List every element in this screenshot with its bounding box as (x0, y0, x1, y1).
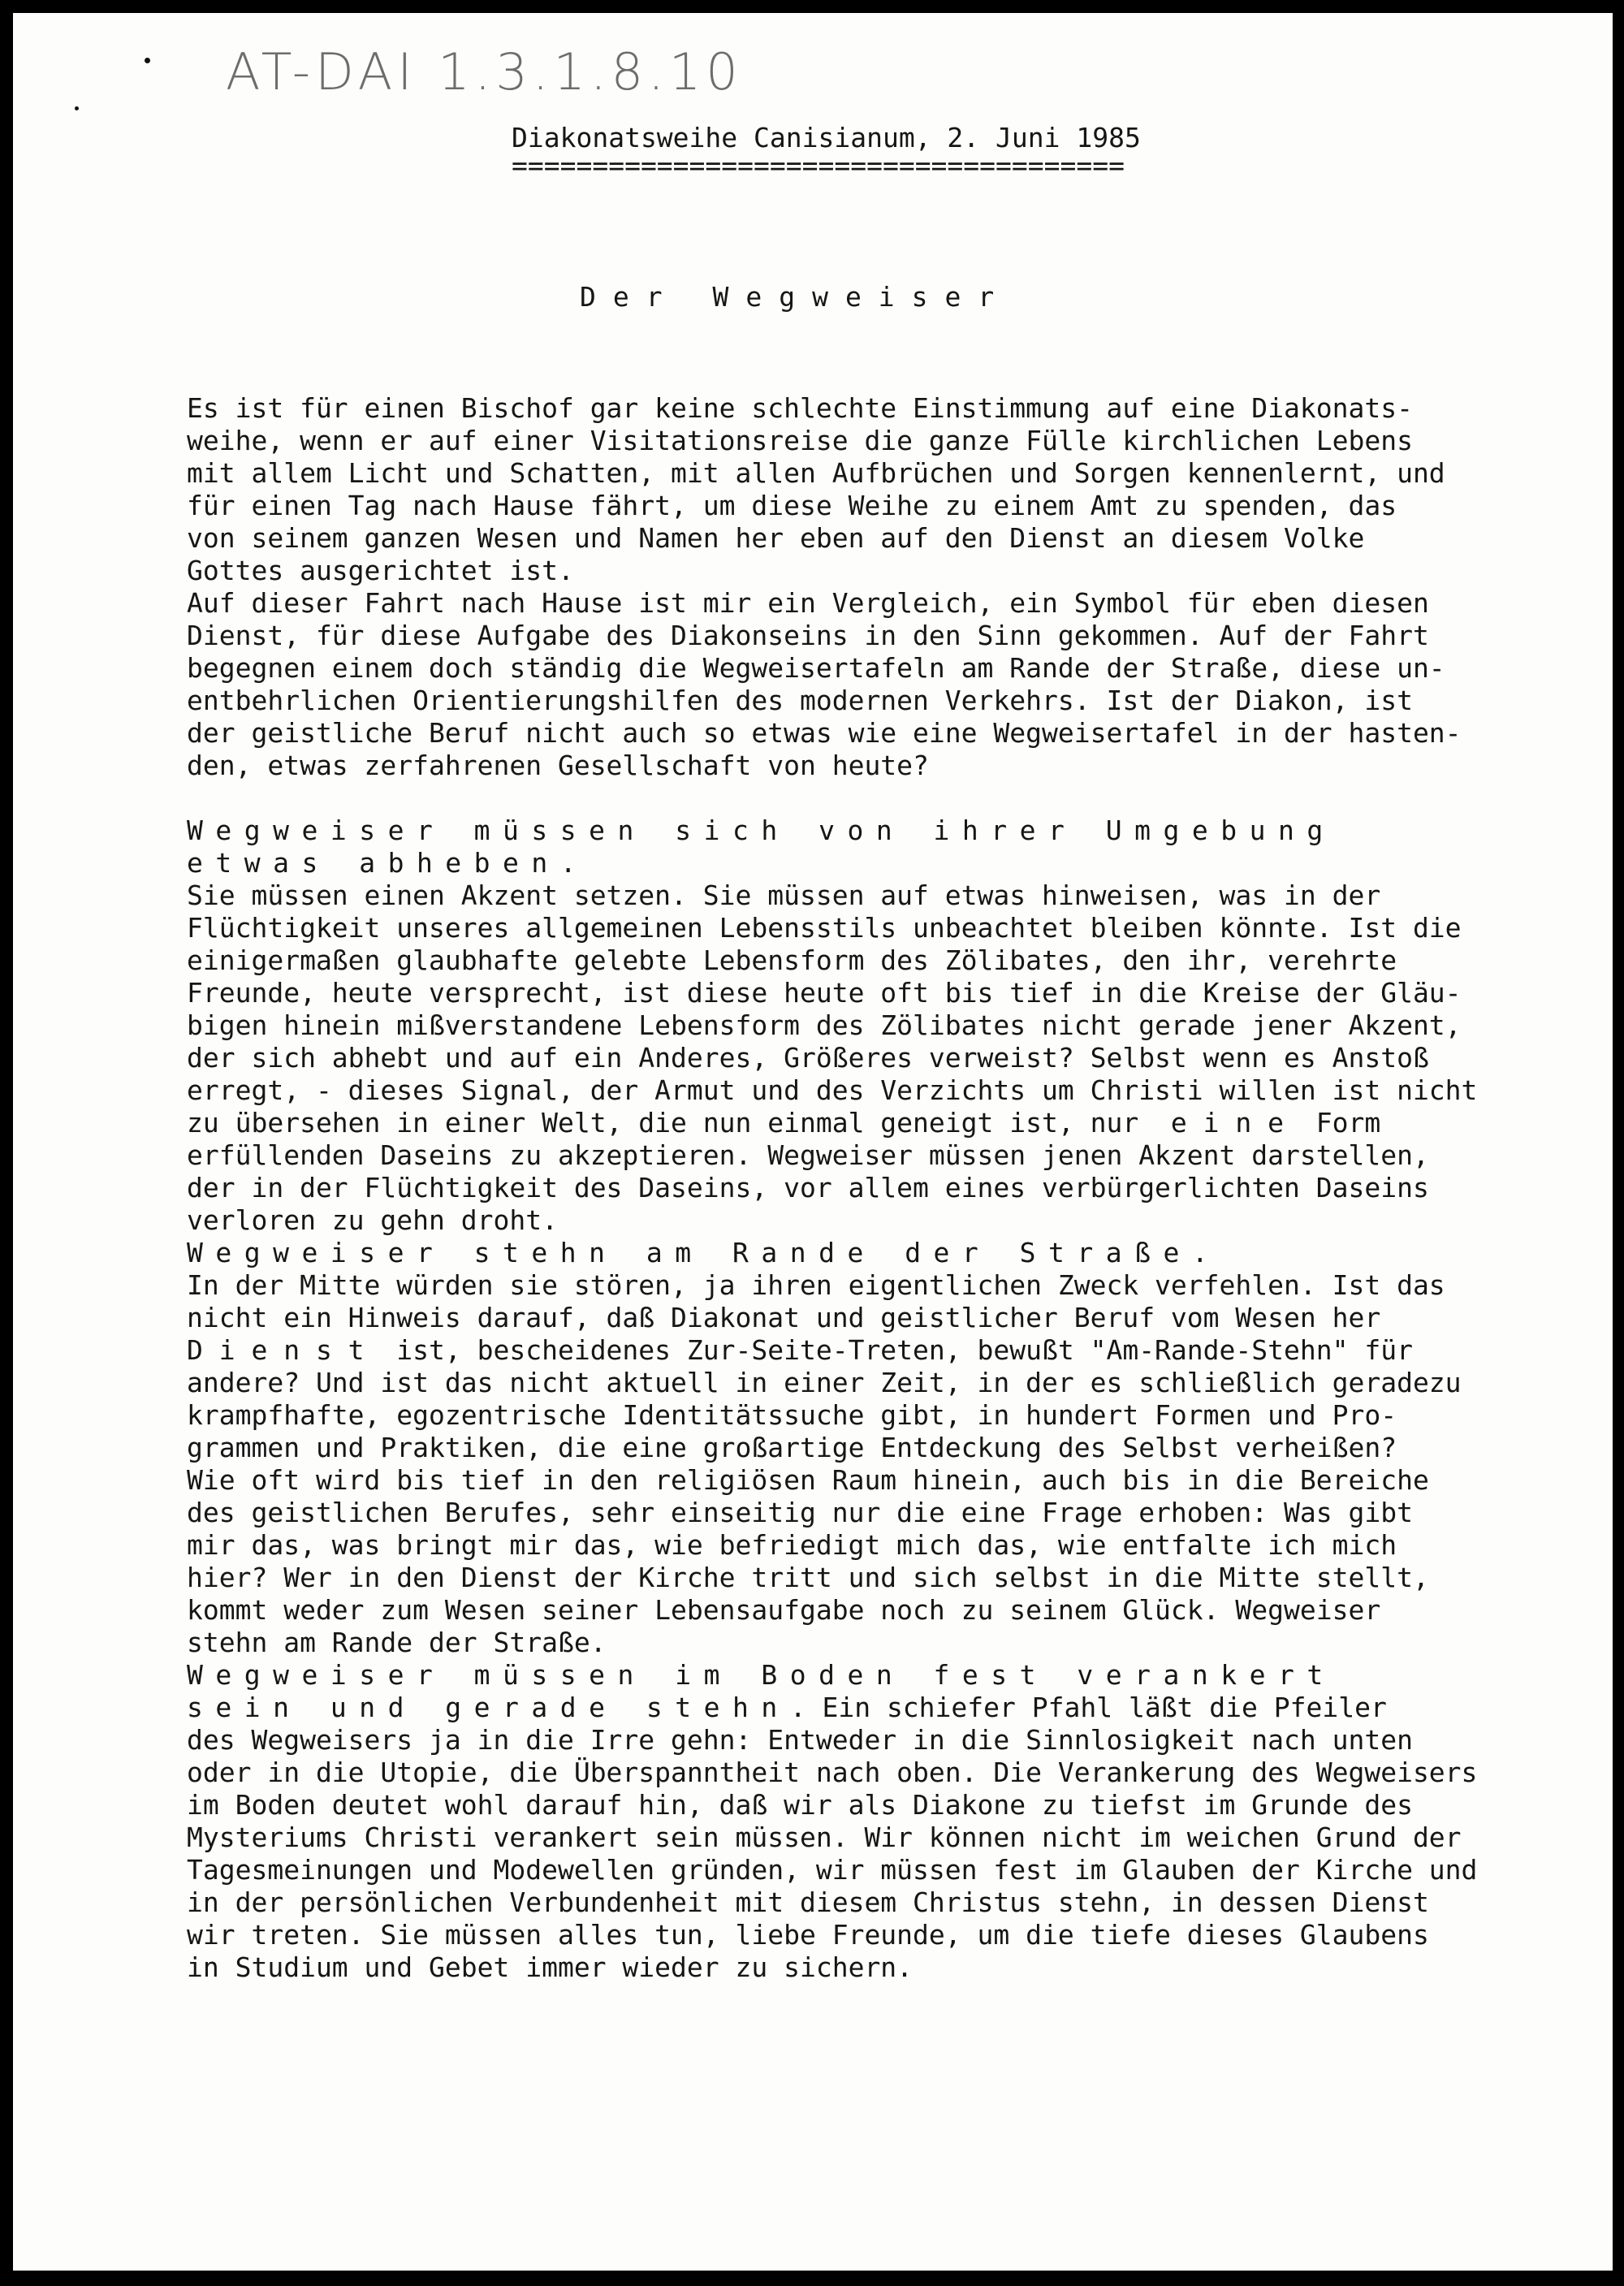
header-underline: ====================================== (512, 149, 1125, 181)
blank-line (187, 782, 1502, 815)
text-line: Auf dieser Fahrt nach Hause ist mir ein Vergleich, ein Symbol für eben diesen (187, 587, 1429, 619)
text-line: weihe, wenn er auf einer Visitationsreise die ganze Fülle kirchlichen Lebens (187, 425, 1413, 456)
text-line: der sich abhebt und auf ein Anderes, Größeres verweist? Selbst wenn es Anstoß (187, 1042, 1429, 1074)
text-line: grammen und Praktiken, die eine großartige Entdeckung des Selbst verheißen? (187, 1432, 1397, 1463)
text-line: mit allem Licht und Schatten, mit allen Aufbrüchen und Sorgen kennenlernt, und (187, 457, 1445, 489)
text-line: erregt, - dieses Signal, der Armut und des Verzichts um Christi willen ist nicht (187, 1074, 1478, 1106)
occasion-header: Diakonatsweihe Canisianum, 2. Juni 1985 (512, 122, 1141, 153)
text-line: bigen hinein mißverstandene Lebensform des Zölibates nicht gerade jener Akzent, (187, 1009, 1462, 1041)
text-line: mir das, was bringt mir das, wie befriedigt mich das, wie entfalte ich mich (187, 1529, 1397, 1561)
text-line: oder in die Utopie, die Überspanntheit nach oben. Die Verankerung des Wegweisers (187, 1757, 1478, 1788)
section-heading: Wegweiser müssen im Boden fest verankert (187, 1659, 1336, 1691)
text-line: Gottes ausgerichtet ist. (187, 555, 574, 586)
text-line: in Studium und Gebet immer wieder zu sichern. (187, 1951, 914, 1983)
text-line: für einen Tag nach Hause fährt, um diese Weihe zu einem Amt zu spenden, das (187, 490, 1397, 521)
section-heading: Wegweiser müssen sich von ihrer Umgebung (187, 815, 1336, 846)
text-line: Mysteriums Christi verankert sein müssen. Wir können nicht im weichen Grund der (187, 1821, 1462, 1853)
text-line: wir treten. Sie müssen alles tun, liebe Freunde, um die tiefe dieses Glaubens (187, 1919, 1429, 1951)
text-line: im Boden deutet wohl darauf hin, daß wir als Diakone zu tiefst im Grunde des (187, 1789, 1413, 1821)
document-page (13, 13, 1613, 2271)
text-line: Sie müssen einen Akzent setzen. Sie müssen auf etwas hinweisen, was in der (187, 879, 1381, 911)
ink-dot (145, 58, 150, 63)
text-line: Tagesmeinungen und Modewellen gründen, wir müssen fest im Glauben der Kirche und (187, 1854, 1478, 1886)
section-heading: etwas abheben. (187, 847, 590, 879)
text-line: entbehrlichen Orientierungshilfen des modernen Verkehrs. Ist der Diakon, ist (187, 685, 1413, 716)
text-line: von seinem ganzen Wesen und Namen her eben auf den Dienst an diesem Volke (187, 522, 1365, 554)
text-line: Dienst, für diese Aufgabe des Diakonseins in den Sinn gekommen. Auf der Fahrt (187, 620, 1429, 651)
text-line: zu übersehen in einer Welt, die nun einmal geneigt ist, nur e i n e Form (187, 1107, 1381, 1139)
text-line: andere? Und ist das nicht aktuell in einer Zeit, in der es schließlich geradezu (187, 1367, 1462, 1398)
text-line (187, 1984, 1502, 2016)
text-line: der geistliche Beruf nicht auch so etwas wie eine Wegweisertafel in der hasten- (187, 717, 1462, 749)
ink-dot (75, 106, 79, 110)
text-line: des Wegweisers ja in die Irre gehn: Entweder in die Sinnlosigkeit nach unten (187, 1724, 1413, 1756)
text-line: Wie oft wird bis tief in den religiösen Raum hinein, auch bis in die Bereiche (187, 1464, 1429, 1496)
mixed-line (187, 1692, 1502, 1724)
text-line: verloren zu gehn droht. (187, 1204, 558, 1236)
text-line: Es ist für einen Bischof gar keine schlechte Einstimmung auf eine Diakonats- (187, 392, 1413, 424)
text-line: Flüchtigkeit unseres allgemeinen Lebensstils unbeachtet bleiben könnte. Ist die (187, 912, 1462, 944)
text-line: begegnen einem doch ständig die Wegweisertafeln am Rande der Straße, diese un- (187, 652, 1445, 684)
text-line: in der persönlichen Verbundenheit mit diesem Christus stehn, in dessen Dienst (187, 1886, 1429, 1918)
text-line: hier? Wer in den Dienst der Kirche tritt und sich selbst in die Mitte stellt, (187, 1562, 1429, 1593)
text-line: der in der Flüchtigkeit des Daseins, vor allem eines verbürgerlichten Daseins (187, 1172, 1429, 1203)
document-title: Der Wegweiser (580, 281, 1012, 313)
text-line: stehn am Rande der Straße. (187, 1627, 607, 1658)
section-heading-inline: sein und gerade stehn (187, 1692, 790, 1723)
text-line: des geistlichen Berufes, sehr einseitig nur die eine Frage erhoben: Was gibt (187, 1497, 1413, 1528)
text-inline: . Ein schiefer Pfahl läßt die Pfeiler (789, 1692, 1387, 1723)
text-line: den, etwas zerfahrenen Gesellschaft von heute? (187, 750, 929, 781)
document-body (187, 392, 1502, 2016)
text-line: nicht ein Hinweis darauf, daß Diakonat und geistlicher Beruf vom Wesen her (187, 1302, 1381, 1333)
text-line: krampfhafte, egozentrische Identitätssuche gibt, in hundert Formen und Pro- (187, 1399, 1397, 1431)
text-line: Freunde, heute versprecht, ist diese heute oft bis tief in die Kreise der Gläu- (187, 977, 1462, 1009)
section-heading: Wegweiser stehn am Rande der Straße. (187, 1237, 1221, 1268)
text-line: In der Mitte würden sie stören, ja ihren eigentlichen Zweck verfehlen. Ist das (187, 1269, 1445, 1301)
text-line: D i e n s t ist, bescheidenes Zur-Seite-Treten, bewußt "Am-Rande-Stehn" für (187, 1334, 1413, 1366)
text-line: kommt weder zum Wesen seiner Lebensaufgabe noch zu seinem Glück. Wegweiser (187, 1594, 1381, 1626)
text-line: einigermaßen glaubhafte gelebte Lebensform des Zölibates, den ihr, verehrte (187, 944, 1397, 976)
archive-signature: AT-DAI 1.3.1.8.10 (226, 42, 743, 102)
text-line: erfüllenden Daseins zu akzeptieren. Wegweiser müssen jenen Akzent darstellen, (187, 1139, 1429, 1171)
